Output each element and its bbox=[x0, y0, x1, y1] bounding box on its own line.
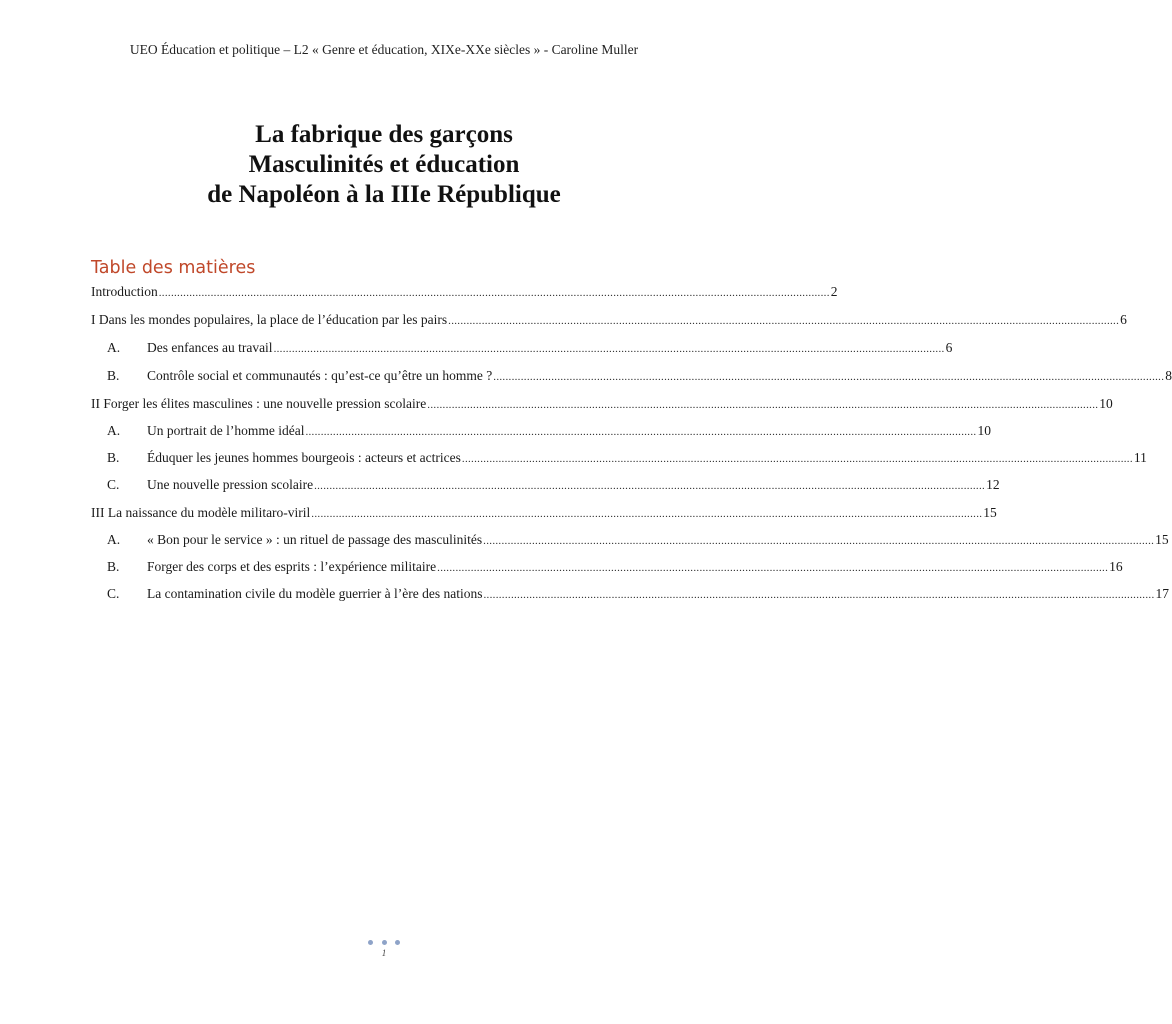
toc-entry-title: II Forger les élites masculines : une nouvelle pression scolaire bbox=[91, 396, 427, 411]
toc-entry-title: Une nouvelle pression scolaire bbox=[147, 477, 314, 492]
toc-entry[interactable] bbox=[91, 503, 997, 523]
toc-entry-page: 16 bbox=[1109, 559, 1123, 574]
toc-entry-page: 12 bbox=[986, 477, 1000, 492]
toc-leader: ............................................................................................................................................................................................................................ bbox=[158, 287, 830, 299]
toc-leader: ............................................................................................................................................................................................................................ bbox=[437, 562, 1109, 574]
toc-entry-letter: A. bbox=[107, 532, 121, 547]
toc-entry-page: 10 bbox=[1099, 396, 1113, 411]
title-line-1: La fabrique des garçons bbox=[255, 121, 513, 148]
toc-entry-page: 6 bbox=[1120, 312, 1127, 327]
dot-icon bbox=[382, 940, 387, 945]
toc-entry[interactable] bbox=[91, 584, 1169, 604]
toc-entry[interactable] bbox=[91, 557, 1123, 577]
toc-entry-title: Des enfances au travail bbox=[147, 340, 273, 355]
page-header: UEO Éducation et politique – L2 « Genre et éducation, XIXe-XXe siècles » - Caroline Muller bbox=[129, 42, 639, 57]
toc-entry-letter: B. bbox=[107, 450, 120, 465]
toc-entry[interactable] bbox=[91, 421, 991, 441]
dot-icon bbox=[368, 940, 373, 945]
toc-entry-letter: B. bbox=[107, 559, 120, 574]
toc-entry-letter: A. bbox=[107, 423, 121, 438]
toc-entry-page: 6 bbox=[945, 340, 953, 355]
toc-entry-page: 2 bbox=[830, 284, 838, 299]
toc-entry[interactable] bbox=[91, 310, 1127, 330]
toc-leader: ............................................................................................................................................................................................................................ bbox=[314, 480, 986, 492]
toc-entry-title: Un portrait de l’homme idéal bbox=[147, 423, 305, 438]
toc-entry-title: Contrôle social et communautés : qu’est-ce qu’être un homme ? bbox=[147, 368, 493, 383]
toc-leader: ............................................................................................................................................................................................................................ bbox=[461, 453, 1133, 465]
toc-entry-title: Forger des corps et des esprits : l’expérience militaire bbox=[147, 559, 437, 574]
toc-leader: ............................................................................................................................................................................................................................ bbox=[311, 508, 983, 520]
toc-entry-title: III La naissance du modèle militaro-viril bbox=[91, 505, 311, 520]
toc-entry-page: 17 bbox=[1155, 586, 1169, 601]
toc-entry[interactable] bbox=[91, 448, 1147, 468]
toc-entry[interactable] bbox=[91, 475, 1000, 495]
toc-entry[interactable] bbox=[91, 530, 1169, 550]
title-line-2: Masculinités et éducation bbox=[248, 151, 520, 178]
toc-leader: ............................................................................................................................................................................................................................ bbox=[427, 399, 1099, 411]
toc-leader: ............................................................................................................................................................................................................................ bbox=[483, 589, 1155, 601]
toc-entry-page: 11 bbox=[1133, 450, 1147, 465]
toc-leader: ............................................................................................................................................................................................................................ bbox=[483, 535, 1155, 547]
toc-leader: ............................................................................................................................................................................................................................ bbox=[448, 315, 1120, 327]
toc-entry[interactable] bbox=[91, 366, 1172, 386]
toc-entry[interactable] bbox=[91, 282, 838, 302]
toc-leader: ............................................................................................................................................................................................................................ bbox=[493, 371, 1165, 383]
toc-entry[interactable] bbox=[91, 338, 953, 358]
toc-leader: ............................................................................................................................................................................................................................ bbox=[305, 426, 977, 438]
toc-entry-title: Éduquer les jeunes hommes bourgeois : acteurs et actrices bbox=[147, 450, 461, 465]
page-number: 1 bbox=[381, 948, 387, 958]
toc-entry-title: I Dans les mondes populaires, la place de l’éducation par les pairs bbox=[91, 312, 448, 327]
toc-entry-letter: A. bbox=[107, 340, 121, 355]
toc-entry-page: 15 bbox=[983, 505, 997, 520]
toc-entry-page: 15 bbox=[1155, 532, 1169, 547]
toc-entry-letter: B. bbox=[107, 368, 120, 383]
toc-entry-page: 8 bbox=[1165, 368, 1172, 383]
toc-entry[interactable] bbox=[91, 394, 1113, 414]
toc-entry-title: La contamination civile du modèle guerrier à l’ère des nations bbox=[147, 586, 483, 601]
title-line-3: de Napoléon à la IIIe République bbox=[207, 181, 561, 208]
toc-heading: Table des matières bbox=[91, 258, 256, 278]
toc-entry-letter: C. bbox=[107, 477, 120, 492]
document-title bbox=[0, 120, 768, 210]
toc-entry-page: 10 bbox=[977, 423, 991, 438]
toc-entry-title: Introduction bbox=[91, 284, 158, 299]
toc-entry-title: « Bon pour le service » : un rituel de passage des masculinités bbox=[147, 532, 483, 547]
dot-icon bbox=[395, 940, 400, 945]
toc-leader: ............................................................................................................................................................................................................................ bbox=[273, 343, 945, 355]
toc-entry-letter: C. bbox=[107, 586, 120, 601]
